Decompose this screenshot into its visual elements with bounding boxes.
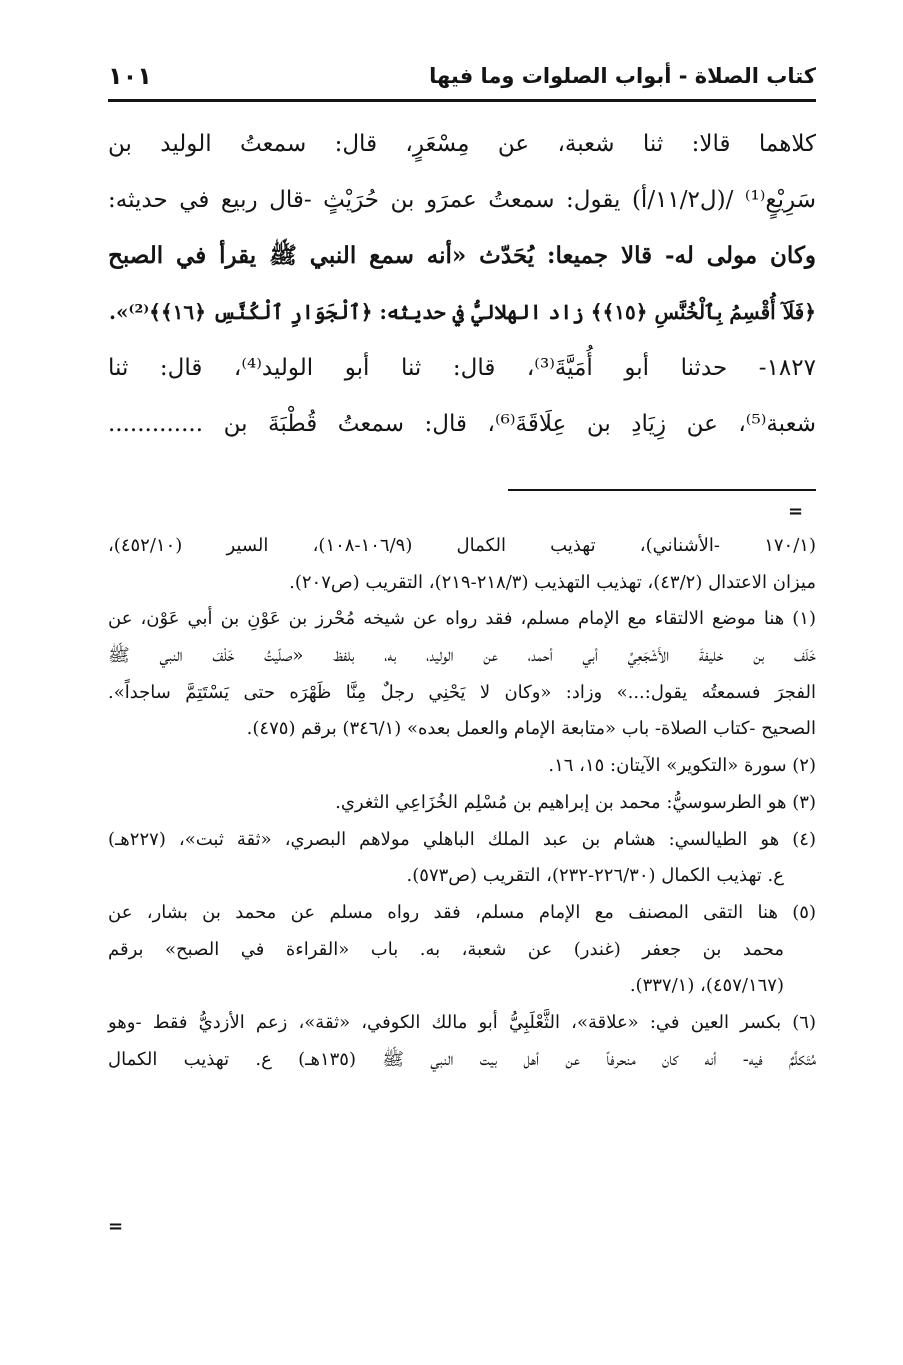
footnote-line: (٣) هو الطرسوسيُّ: محمد بن إبراهيم بن مُسْلِم الخُزَاعِي الثغري. xyxy=(335,791,816,813)
running-header xyxy=(108,62,816,102)
page-number: ١٠١ xyxy=(108,62,152,90)
footnote-line: الصحيح -كتاب الصلاة- باب «متابعة الإمام والعمل بعده» (٣٤٦/١) برقم (٤٧٥). xyxy=(246,718,816,740)
footnote-line: (٢) سورة «التكوير» الآيتان: ١٥، ١٦. xyxy=(548,755,816,777)
footnote-line: ميزان الاعتدال (٤٣/٢)، تهذيب التهذيب (٢١٨/٣-٢١٩)، التقريب (ص٢٠٧). xyxy=(289,571,816,593)
footnote-line: (٦) بكسر العين في: «علاقة»، الثَّعْلَبِيُّ أبو مالك الكوفي، «ثقة»، زعم الأزديُّ فقط -وهو xyxy=(108,1011,816,1033)
header-rule xyxy=(108,99,816,102)
main-text-line: وكان مولى له- قالا جميعا: يُحَدّث «أنه سمع النبي ﷺ يقرأ في الصبح xyxy=(108,242,816,269)
header-title: كتاب الصلاة - أبواب الصلوات وما فيها xyxy=(429,64,816,88)
main-text-line: ﴿فَلَآ أُقْسِمُ بِٱلْخُنَّسِ ﴿١٥﴾﴾ زاد الهلاليُّ في حديثه: ﴿ٱلْجَوَارِ ٱلْكُنَّسِ ﴿١٦﴾﴾⁽²⁾». xyxy=(108,300,816,324)
footnote-line: (٥) هنا التقى المصنف مع الإمام مسلم، فقد رواه مسلم عن محمد بن بشار، عن xyxy=(108,901,816,923)
hadith-start-line: ١٨٢٧- حدثنا أبو أُمَيَّةَ⁽³⁾، قال: ثنا أبو الوليد⁽⁴⁾، قال: ثنا xyxy=(108,355,816,381)
footnote-line: (١٧٠/١ -الأشناني)، تهذيب الكمال (١٠٦/٩-١٠٨)، السير (٤٥٢/١٠)، xyxy=(108,535,816,556)
footnote-line: محمد بن جعفر (غندر) عن شعبة، به. باب «القراءة في الصبح» برقم xyxy=(108,938,784,960)
footnote-line: الفجرَ فسمعتُه يقول:...» وزاد: «وكان لا يَحْنِي رجلٌ مِنَّا ظَهْرَه حتى يَسْتَتِمَّ ساجداً». xyxy=(108,681,816,703)
footnotes xyxy=(108,528,816,1078)
footnote-line: مُتَكلَّمٌ فيه- أنه كان منحرفاً عن أهل بيت النبي ﷺ (١٣٥هـ) ع. تهذيب الكمال xyxy=(108,1048,816,1070)
main-text xyxy=(108,116,816,452)
continuation-mark: = xyxy=(108,1216,124,1237)
footnote-line: (١) هنا موضع الالتقاء مع الإمام مسلم، فقد رواه عن شيخه مُحْرز بن عَوْنِ بن أبي عَوْن، عن xyxy=(108,608,816,630)
footnote-line: (٤٥٧/١٦٧)، (٣٣٧/١). xyxy=(629,975,784,997)
main-text-line: كلاهما قالا: ثنا شعبة، عن مِسْعَرٍ، قال: سمعتُ الوليد بن xyxy=(108,131,816,157)
continuation-mark: = xyxy=(788,501,804,522)
footnote-separator xyxy=(508,489,816,491)
main-text-line: سَرِيْعٍ⁽¹⁾ /(ل١١/٢/أ) يقول: سمعتُ عمرَو بن حُرَيْثٍ -قال ربيع في حديثه: xyxy=(108,187,816,213)
footnote-line: (٤) هو الطيالسي: هشام بن عبد الملك الباهلي مولاهم البصري، «ثقة ثبت»، (٢٢٧هـ) xyxy=(108,828,816,850)
main-text-line: شعبة⁽⁵⁾، عن زِيَادِ بن عِلَاقَةَ⁽⁶⁾، قال: سمعتُ قُطْبَةَ بن ............. xyxy=(108,411,816,437)
footnote-line: خَلَف بن خليفةَ الأَشْجَعِيِّ أبي أحمد، عن الوليد، به، بلفظ «صلّيتُ خَلْفَ النبي ﷺ xyxy=(108,645,816,667)
footnote-line: ع. تهذيب الكمال (٢٢٦/٣٠-٢٣٢)، التقريب (ص٥٧٣). xyxy=(406,865,784,887)
